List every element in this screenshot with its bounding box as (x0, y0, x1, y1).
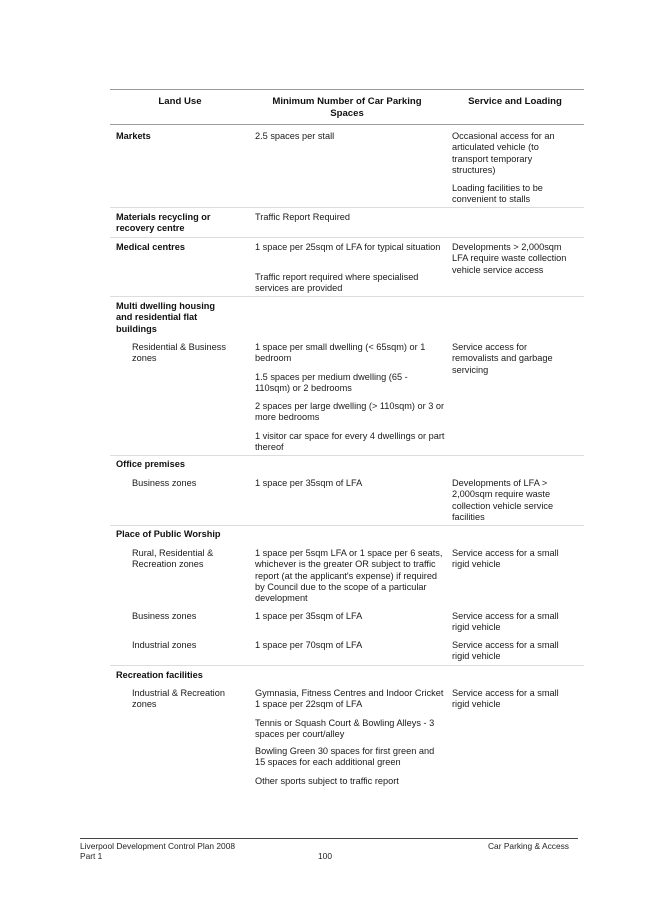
row-worship-industrial-zone: Industrial zones (132, 640, 197, 650)
row-recreation-zone: Industrial & Recreation zones (132, 688, 225, 710)
row-divider (110, 665, 584, 666)
row-worship-business-zone: Business zones (132, 611, 197, 621)
footer-part: Part 1 (80, 851, 103, 861)
header-bottom-rule (110, 124, 584, 125)
footer-page-number: 100 (318, 851, 332, 861)
row-worship-business-parking: 1 space per 35sqm of LFA (255, 611, 363, 621)
table-top-rule (110, 89, 584, 90)
row-recreation-parking-4: Other sports subject to traffic report (255, 776, 399, 786)
row-office-zone: Business zones (132, 478, 197, 488)
row-recreation-label: Recreation facilities (116, 670, 203, 680)
row-multi-dwelling-parking-1: 1 space per small dwelling (< 65sqm) or 1 bedroom (255, 342, 426, 364)
row-worship-industrial-parking: 1 space per 70sqm of LFA (255, 640, 363, 650)
header-land-use: Land Use (158, 96, 202, 107)
row-worship-label: Place of Public Worship (116, 529, 221, 539)
row-office-service: Developments of LFA > 2,000sqm require waste collection vehicle service facilities (452, 478, 554, 522)
row-medical-service: Developments > 2,000sqm LFA require waste collection vehicle service access (452, 242, 567, 275)
row-divider (110, 455, 584, 456)
footer-rule (80, 838, 578, 839)
row-medical-parking-1: 1 space per 25sqm of LFA for typical situation (255, 242, 441, 252)
row-medical-parking-2: Traffic report required where specialised services are provided (255, 272, 419, 294)
row-multi-dwelling-parking-2: 1.5 spaces per medium dwelling (65 - 110sqm) or 2 bedrooms (255, 372, 408, 394)
row-divider (110, 296, 584, 297)
row-recreation-service: Service access for a small rigid vehicle (452, 688, 559, 710)
row-materials-label: Materials recycling or recovery centre (116, 212, 211, 234)
row-markets-service-2: Loading facilities to be convenient to stalls (452, 183, 543, 205)
row-office-label: Office premises (116, 459, 185, 469)
header-service-loading: Service and Loading (468, 96, 562, 107)
row-multi-dwelling-label: Multi dwelling housing and residential flat buildings (116, 301, 216, 334)
row-materials-parking: Traffic Report Required (255, 212, 350, 222)
row-multi-dwelling-parking-4: 1 visitor car space for every 4 dwellings or part thereof (255, 431, 445, 453)
row-divider (110, 525, 584, 526)
row-worship-rural-service: Service access for a small rigid vehicle (452, 548, 559, 570)
row-worship-rural-zone: Rural, Residential & Recreation zones (132, 548, 214, 570)
row-recreation-parking-2: Tennis or Squash Court & Bowling Alleys - 3 spaces per court/alley (255, 718, 435, 740)
row-markets-service-1: Occasional access for an articulated vehicle (to transport temporary structures) (452, 131, 555, 175)
row-multi-dwelling-parking-3: 2 spaces per large dwelling (> 110sqm) or 3 or more bedrooms (255, 401, 445, 423)
footer-section: Car Parking & Access (488, 841, 569, 851)
footer-doc-title: Liverpool Development Control Plan 2008 (80, 841, 236, 851)
row-medical-label: Medical centres (116, 242, 185, 252)
row-worship-business-service: Service access for a small rigid vehicle (452, 611, 559, 633)
header-min-parking: Minimum Number of Car Parking Spaces (272, 96, 422, 119)
row-worship-rural-parking: 1 space per 5sqm LFA or 1 space per 6 seats, whichever is the greater OR subject to traffic report (at the applicant's expense) if required by Council due to the scope of a particular development (255, 548, 443, 604)
row-multi-dwelling-service: Service access for removalists and garbage servicing (452, 342, 553, 375)
row-divider (110, 207, 584, 208)
row-markets-label: Markets (116, 131, 151, 141)
row-recreation-parking-1: Gymnasia, Fitness Centres and Indoor Cricket 1 space per 22sqm of LFA (255, 688, 444, 710)
row-multi-dwelling-zone: Residential & Business zones (132, 342, 226, 364)
row-divider (110, 237, 584, 238)
row-office-parking: 1 space per 35sqm of LFA (255, 478, 363, 488)
row-worship-industrial-service: Service access for a small rigid vehicle (452, 640, 559, 662)
row-markets-parking: 2.5 spaces per stall (255, 131, 335, 141)
row-recreation-parking-3: Bowling Green 30 spaces for first green and 15 spaces for each additional green (255, 746, 435, 768)
